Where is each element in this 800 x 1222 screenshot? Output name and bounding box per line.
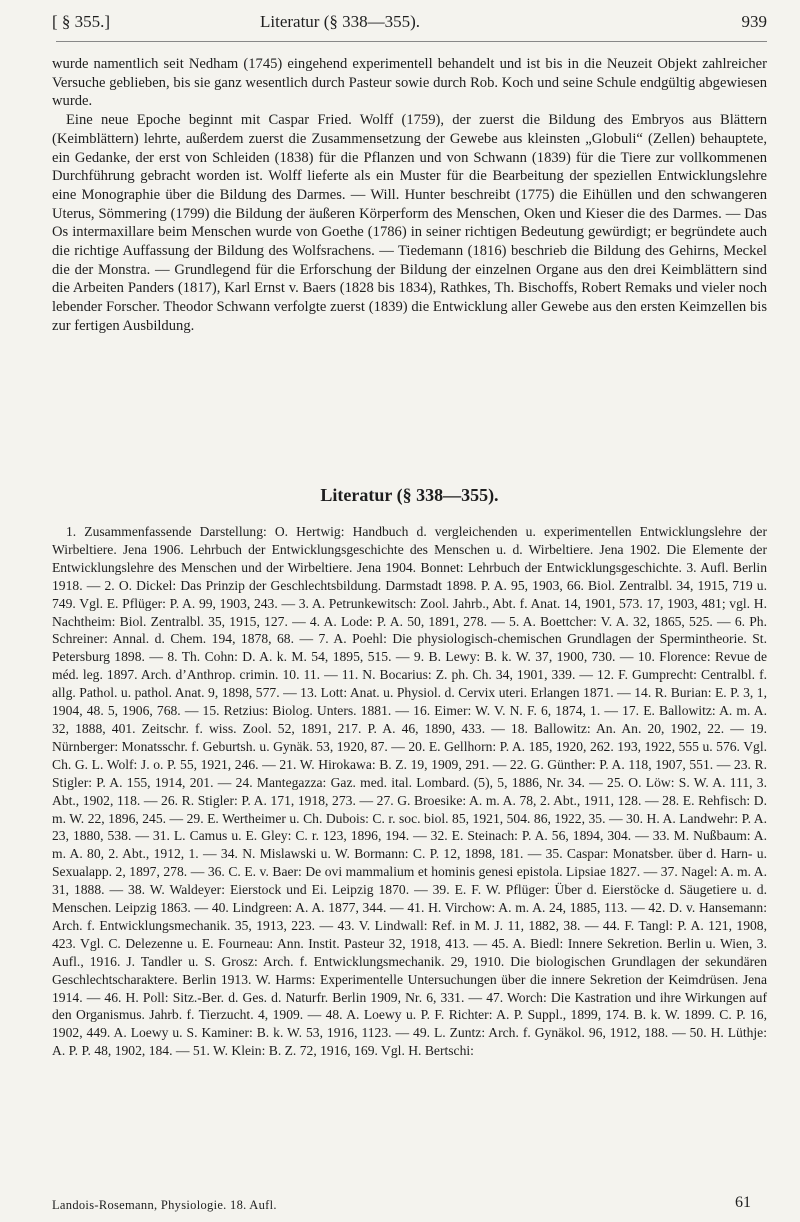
section-title: Literatur (§ 338—355).	[320, 485, 499, 505]
header-page-number: 939	[741, 12, 767, 31]
header-section-ref: [ § 355.]	[52, 12, 111, 31]
references-list: 1. Zusammenfassende Darstellung: O. Hertwig: Handbuch d. vergleichenden u. experimentellen Entwicklungslehre der Wirbeltiere. Jena 1906. Lehrbuch der Entwicklungsgeschichte des Menschen u. d. Wirbeltiere. Jena 1902. Die Elemente der Entwicklungslehre des Menschen und der Wirbeltiere. Jena 1904. Bonnet: Lehrbuch der Entwicklungsgeschichte. 3. Aufl. Berlin 1918. — 2. O. Dickel: Das Prinzip der Geschlechtsbildung. Darmstadt 1898. P. A. 95, 1903, 66. Biol. Zentralbl. 34, 1915, 719 u. 749. Vgl. E. Pflüger: P. A. 99, 1903, 243. — 3. A. Petrunkewitsch: Zool. Jahrb., Abt. f. Anat. 14, 1901, 573. 17, 1903, 481; vgl. H. Nachtheim: Biol. Zentralbl. 35, 1915, 127. — 4. A. Lode: P. A. 50, 1891, 278. — 5. A. Boettcher: V. A. 32, 1865, 525. — 6. Ph. Schreiner: Annal. d. Chem. 194, 1878, 68. — 7. A. Poehl: Die physiologisch-chemischen Grundlagen der Spermintheorie. St. Petersburg 1898. — 8. Th. Cohn: D. A. k. M. 54, 1895, 515. — 9. B. Lewy: B. k. W. 37, 1900, 730. — 10. Florence: Revue de méd. leg. 1897. Arch. d’Anthrop. crimin. 10. 11. — 11. N. Bocarius: Z. ph. Ch. 34, 1901, 339. — 12. F. Gumprecht: Centralbl. f. allg. Pathol. u. pathol. Anat. 9, 1898, 577. — 13. Lott: Anat. u. Physiol. d. Cervix uteri. Erlangen 1871. — 14. R. Burian: E. P. 3, 1, 1904, 48. 5, 1906, 768. — 15. Retzius: Biolog. Unters. 1881. — 16. Eimer: W. V. N. F. 6, 1874, 1. — 17. E. Ballowitz: A. m. A. 32, 1888, 401. Zeitschr. f. wiss. Zool. 52, 1891, 217. P. A. 46, 1890, 433. — 18. Ballowitz: An. An. 20, 1902, 22. — 19. Nürnberger: Monatsschr. f. Geburtsh. u. Gynäk. 53, 1920, 87. — 20. E. Gellhorn: P. A. 185, 1920, 262. 193, 1922, 555 u. 576. Vgl. Ch. G. L. Wolf: J. o. P. 55, 1921, 246. — 21. W. Hirokawa: B. Z. 19, 1909, 291. — 22. G. Günther: P. A. 118, 1907, 551. — 23. R. Stigler: P. A. 155, 1914, 201. — 24. Mantegazza: Gaz. med. ital. Lombard. (5), 5, 1886, Nr. 34. — 25. O. Löw: S. W. A. 111, 3. Abt., 1902, 118. — 26. R. Stigler: P. A. 171, 1918, 273. — 27. G. Broesike: A. m. A. 78, 2. Abt., 1911, 128. — 28. E. Rehfisch: D. m. W. 22, 1896, 245. — 29. E. Wertheimer u. Ch. Dubois: C. r. soc. biol. 85, 1921, 504. 86, 1922, 35. — 30. H. A. Landwehr: P. A. 23, 1880, 538. — 31. L. Camus u. E. Gley: C. r. 123, 1896, 194. — 32. E. Steinach: P. A. 56, 1894, 304. — 33. M. Nußbaum: A. m. A. 80, 2. Abt., 1912, 1. — 34. N. Mislawski u. W. Bormann: C. P. 12, 1898, 181. — 35. Caspar: Monatsber. über d. Harn- u. Sexualapp. 2, 1897, 278. — 36. C. E. v. Baer: De ovi mammalium et hominis genesi epistola. Lipsiae 1827. — 37. Nagel: A. m. A. 31, 1888. — 38. W. Waldeyer: Eierstock und Ei. Leipzig 1870. — 39. E. F. W. Pflüger: Über d. Eierstöcke d. Säugetiere u. d. Menschen. Leipzig 1863. — 40. Lindgreen: A. A. 1877, 344. — 41. H. Virchow: A. m. A. 24, 1885, 113. — 42. D. v. Hansemann: Arch. f. Entwicklungsmechanik. 35, 1913, 223. — 43. V. Lindwall: Ref. in M. J. 11, 1882, 38. — 44. F. Tangl: P. A. 121, 1908, 423. Vgl. C. Delezenne u. E. Fourneau: Ann. Instit. Pasteur 32, 1918, 413. — 45. A. Biedl: Innere Sekretion. Berlin u. Wien, 3. Aufl., 1916. J. Tandler u. S. Grosz: Arch. f. Entwicklungsmechanik. 29, 1910. Die biologischen Grundlagen der sekundären Geschlechtscharaktere. Berlin 1913. W. Harms: Experimentelle Untersuchungen über die innere Sekretion der Keimdrüsen. Jena 1914. — 46. H. Poll: Sitz.-Ber. d. Ges. d. Naturfr. Berlin 1909, Nr. 6, 331. — 47. Worch: Die Kastration und ihre Wirkungen auf den Organismus. Jahrb. f. Tierzucht. 4, 1909. — 48. A. Loewy u. P. F. Richter: A. P. Suppl., 1899, 174. B. k. W. 1899. C. P. 16, 1902, 449. A. Loewy u. S. Kaminer: B. k. W. 53, 1916, 1123. — 49. L. Zuntz: Arch. f. Gynäkol. 96, 1912, 188. — 50. H. Lüthje: A. P. P. 48, 1902, 184. — 51. W. Klein: B. Z. 72, 1916, 169. Vgl. H. Bertschi:	[52, 524, 767, 1059]
header-title: Literatur (§ 338—355).	[260, 12, 421, 31]
footer-book-title: Landois-Rosemann, Physiologie. 18. Aufl.	[52, 1198, 277, 1212]
header-rule	[56, 41, 767, 42]
page-footer	[52, 1196, 767, 1218]
paragraph-2: Eine neue Epoche beginnt mit Caspar Fried. Wolff (1759), der zuerst die Bildung des Embryos aus Blättern (Keimblättern) lehrte, außerdem zuerst die Zusammensetzung der Gewebe aus kleinsten „Globuli“ (Zellen) behauptete, ein Gedanke, der erst von Schleiden (1838) für die Pflanzen und von Schwann (1839) für die Tiere zur vollkommenen Durchführung gebracht worden ist. Wolff lieferte als ein Muster für die Bearbeitung der speziellen Entwicklungslehre eine Monographie über die Bildung des Darmes. — Will. Hunter beschreibt (1775) die Eihüllen und den schwangeren Uterus, Sömmering (1799) die Bildung der äußeren Körperform des Menschen, Oken und Kieser die des Darmes. — Das Os intermaxillare beim Menschen wurde von Goethe (1786) in seiner richtigen Bedeutung gewürdigt; er begründete auch die richtige Auffassung der Bildung des Wolfsrachens. — Tiedemann (1816) beschrieb die Bildung des Gehirns, Meckel die der Monstra. — Grundlegend für die Erforschung der Bildung der einzelnen Organe aus den drei Keimblättern sind die Arbeiten Panders (1817), Karl Ernst v. Baers (1828 bis 1834), Rathkes, Th. Bischoffs, Robert Remaks und vieler noch lebender Forscher. Theodor Schwann verfolgte zuerst (1839) die Entwicklung aller Gewebe aus den ersten Keimzellen bis zur fertigen Ausbildung.	[52, 112, 767, 334]
body-text	[52, 55, 767, 336]
paragraph-1: wurde namentlich seit Nedham (1745) eingehend experimentell behandelt und ist bis in die Neuzeit Objekt zahlreicher Versuche geblieben, bis sie ganz wesentlich durch Pasteur sowie durch Rob. Koch und seine Schule endgültig abgewiesen wurde.	[52, 56, 767, 110]
footer-signature: 61	[735, 1194, 751, 1211]
running-header	[52, 6, 767, 46]
